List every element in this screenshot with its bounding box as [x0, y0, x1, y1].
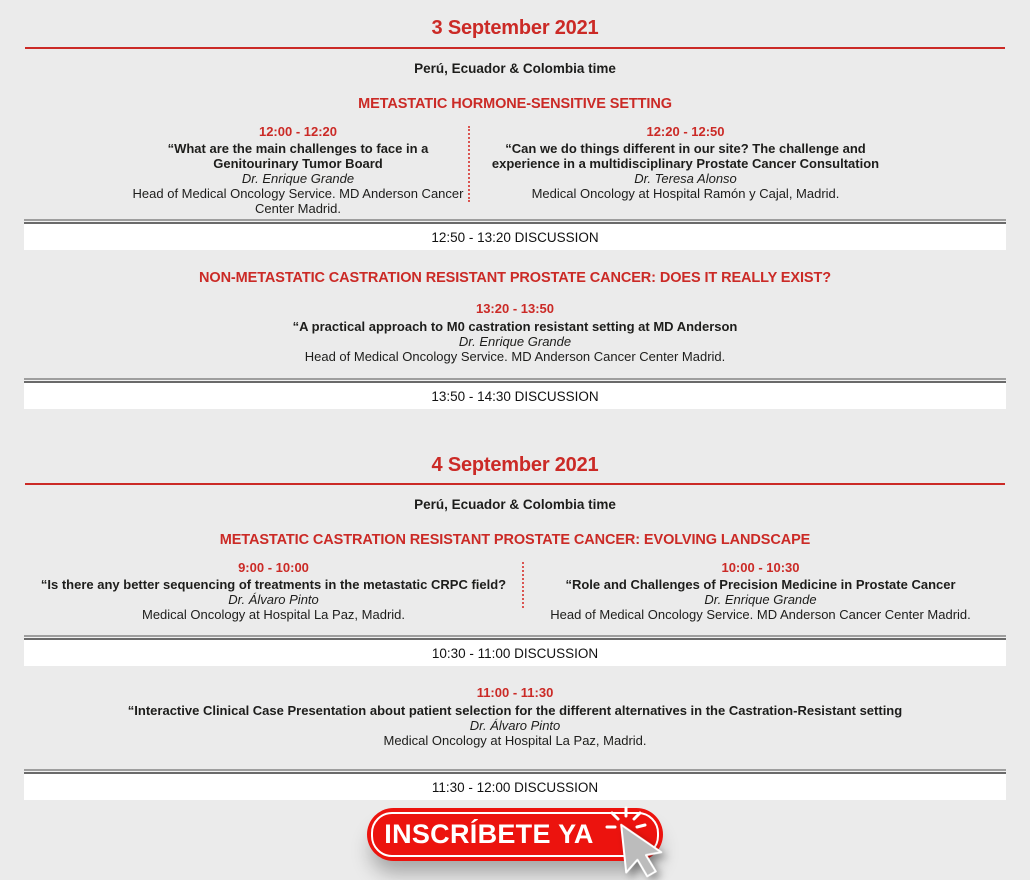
session-speaker: Dr. Enrique Grande — [241, 171, 355, 186]
register-button[interactable] — [367, 808, 663, 861]
day-1-heading-1: METASTATIC HORMONE-SENSITIVE SETTING — [358, 96, 672, 112]
session-time: 9:00 - 10:00 — [238, 560, 309, 575]
day-1-section — [0, 16, 1030, 409]
session-speaker: Dr. Enrique Grande — [704, 592, 817, 607]
session-affiliation: Medical Oncology at Hospital Ramón y Cajal, Madrid. — [531, 186, 840, 201]
session-title: “Role and Challenges of Precision Medicine in Prostate Cancer — [565, 577, 956, 592]
discussion-label: 10:30 - 11:00 DISCUSSION — [24, 640, 1006, 666]
day-1-title: 3 September 2021 — [431, 17, 599, 39]
session-title: “Interactive Clinical Case Presentation about patient selection for the different alternatives in the Castration-Resistant setting — [127, 703, 903, 718]
click-cursor-icon — [605, 810, 689, 880]
discussion-band — [24, 378, 1006, 409]
day-2-timezone: Perú, Ecuador & Colombia time — [414, 497, 616, 512]
session-affiliation: Head of Medical Oncology Service. MD Anderson Cancer Center Madrid. — [550, 607, 971, 622]
session-speaker: Dr. Teresa Alonso — [634, 171, 737, 186]
session-time: 10:00 - 10:30 — [721, 560, 800, 575]
discussion-band — [24, 769, 1006, 800]
session-title: “Can we do things different in our site? The challenge and experience in a multidisciplinary Prostate Cancer Consultation — [491, 141, 880, 171]
session — [0, 560, 522, 622]
session-time: 12:20 - 12:50 — [646, 124, 725, 139]
day-2-title: 4 September 2021 — [431, 454, 599, 476]
session-speaker: Dr. Enrique Grande — [458, 334, 572, 349]
session-title: “A practical approach to M0 castration resistant setting at MD Anderson — [292, 319, 738, 334]
day-2-rule — [25, 483, 1005, 485]
cta-area — [0, 808, 1030, 861]
session-speaker: Dr. Álvaro Pinto — [469, 718, 561, 733]
day-1-timezone: Perú, Ecuador & Colombia time — [414, 61, 616, 76]
day-2-section — [0, 453, 1030, 800]
click-burst-icon — [607, 808, 645, 827]
session-affiliation: Head of Medical Oncology Service. MD Anderson Cancer Center Madrid. — [304, 349, 726, 364]
session-speaker: Dr. Álvaro Pinto — [228, 592, 319, 607]
session-time: 13:20 - 13:50 — [475, 301, 555, 316]
session-time: 11:00 - 11:30 — [476, 685, 554, 700]
session-time: 12:00 - 12:20 — [258, 124, 338, 139]
session-affiliation: Medical Oncology at Hospital La Paz, Madrid. — [383, 733, 647, 748]
session-title: “What are the main challenges to face in a Genitourinary Tumor Board — [167, 141, 429, 171]
day-2-sessions-row — [0, 560, 1030, 622]
discussion-label: 12:50 - 13:20 DISCUSSION — [24, 224, 1006, 250]
day-1-heading-2: NON-METASTATIC CASTRATION RESISTANT PROSTATE CANCER: DOES IT REALLY EXIST? — [199, 270, 831, 286]
session-affiliation: Medical Oncology at Hospital La Paz, Madrid. — [141, 607, 405, 622]
discussion-band — [24, 219, 1006, 250]
session — [0, 685, 1030, 748]
session — [470, 124, 1030, 216]
session-affiliation: Head of Medical Oncology Service. MD Anderson Cancer Center Madrid. — [132, 186, 464, 216]
session — [0, 301, 1030, 364]
session — [0, 124, 468, 216]
discussion-label: 11:30 - 12:00 DISCUSSION — [24, 774, 1006, 800]
day-2-heading-1: METASTATIC CASTRATION RESISTANT PROSTATE CANCER: EVOLVING LANDSCAPE — [219, 532, 811, 548]
agenda-page — [0, 16, 1030, 880]
discussion-band — [24, 635, 1006, 666]
day-1-rule — [25, 47, 1005, 49]
discussion-label: 13:50 - 14:30 DISCUSSION — [24, 383, 1006, 409]
day-1-sessions-row — [0, 124, 1030, 216]
session — [524, 560, 1030, 622]
register-button-label: INSCRÍBETE YA — [384, 819, 594, 849]
session-title: “Is there any better sequencing of treatments in the metastatic CRPC field? — [40, 577, 507, 592]
